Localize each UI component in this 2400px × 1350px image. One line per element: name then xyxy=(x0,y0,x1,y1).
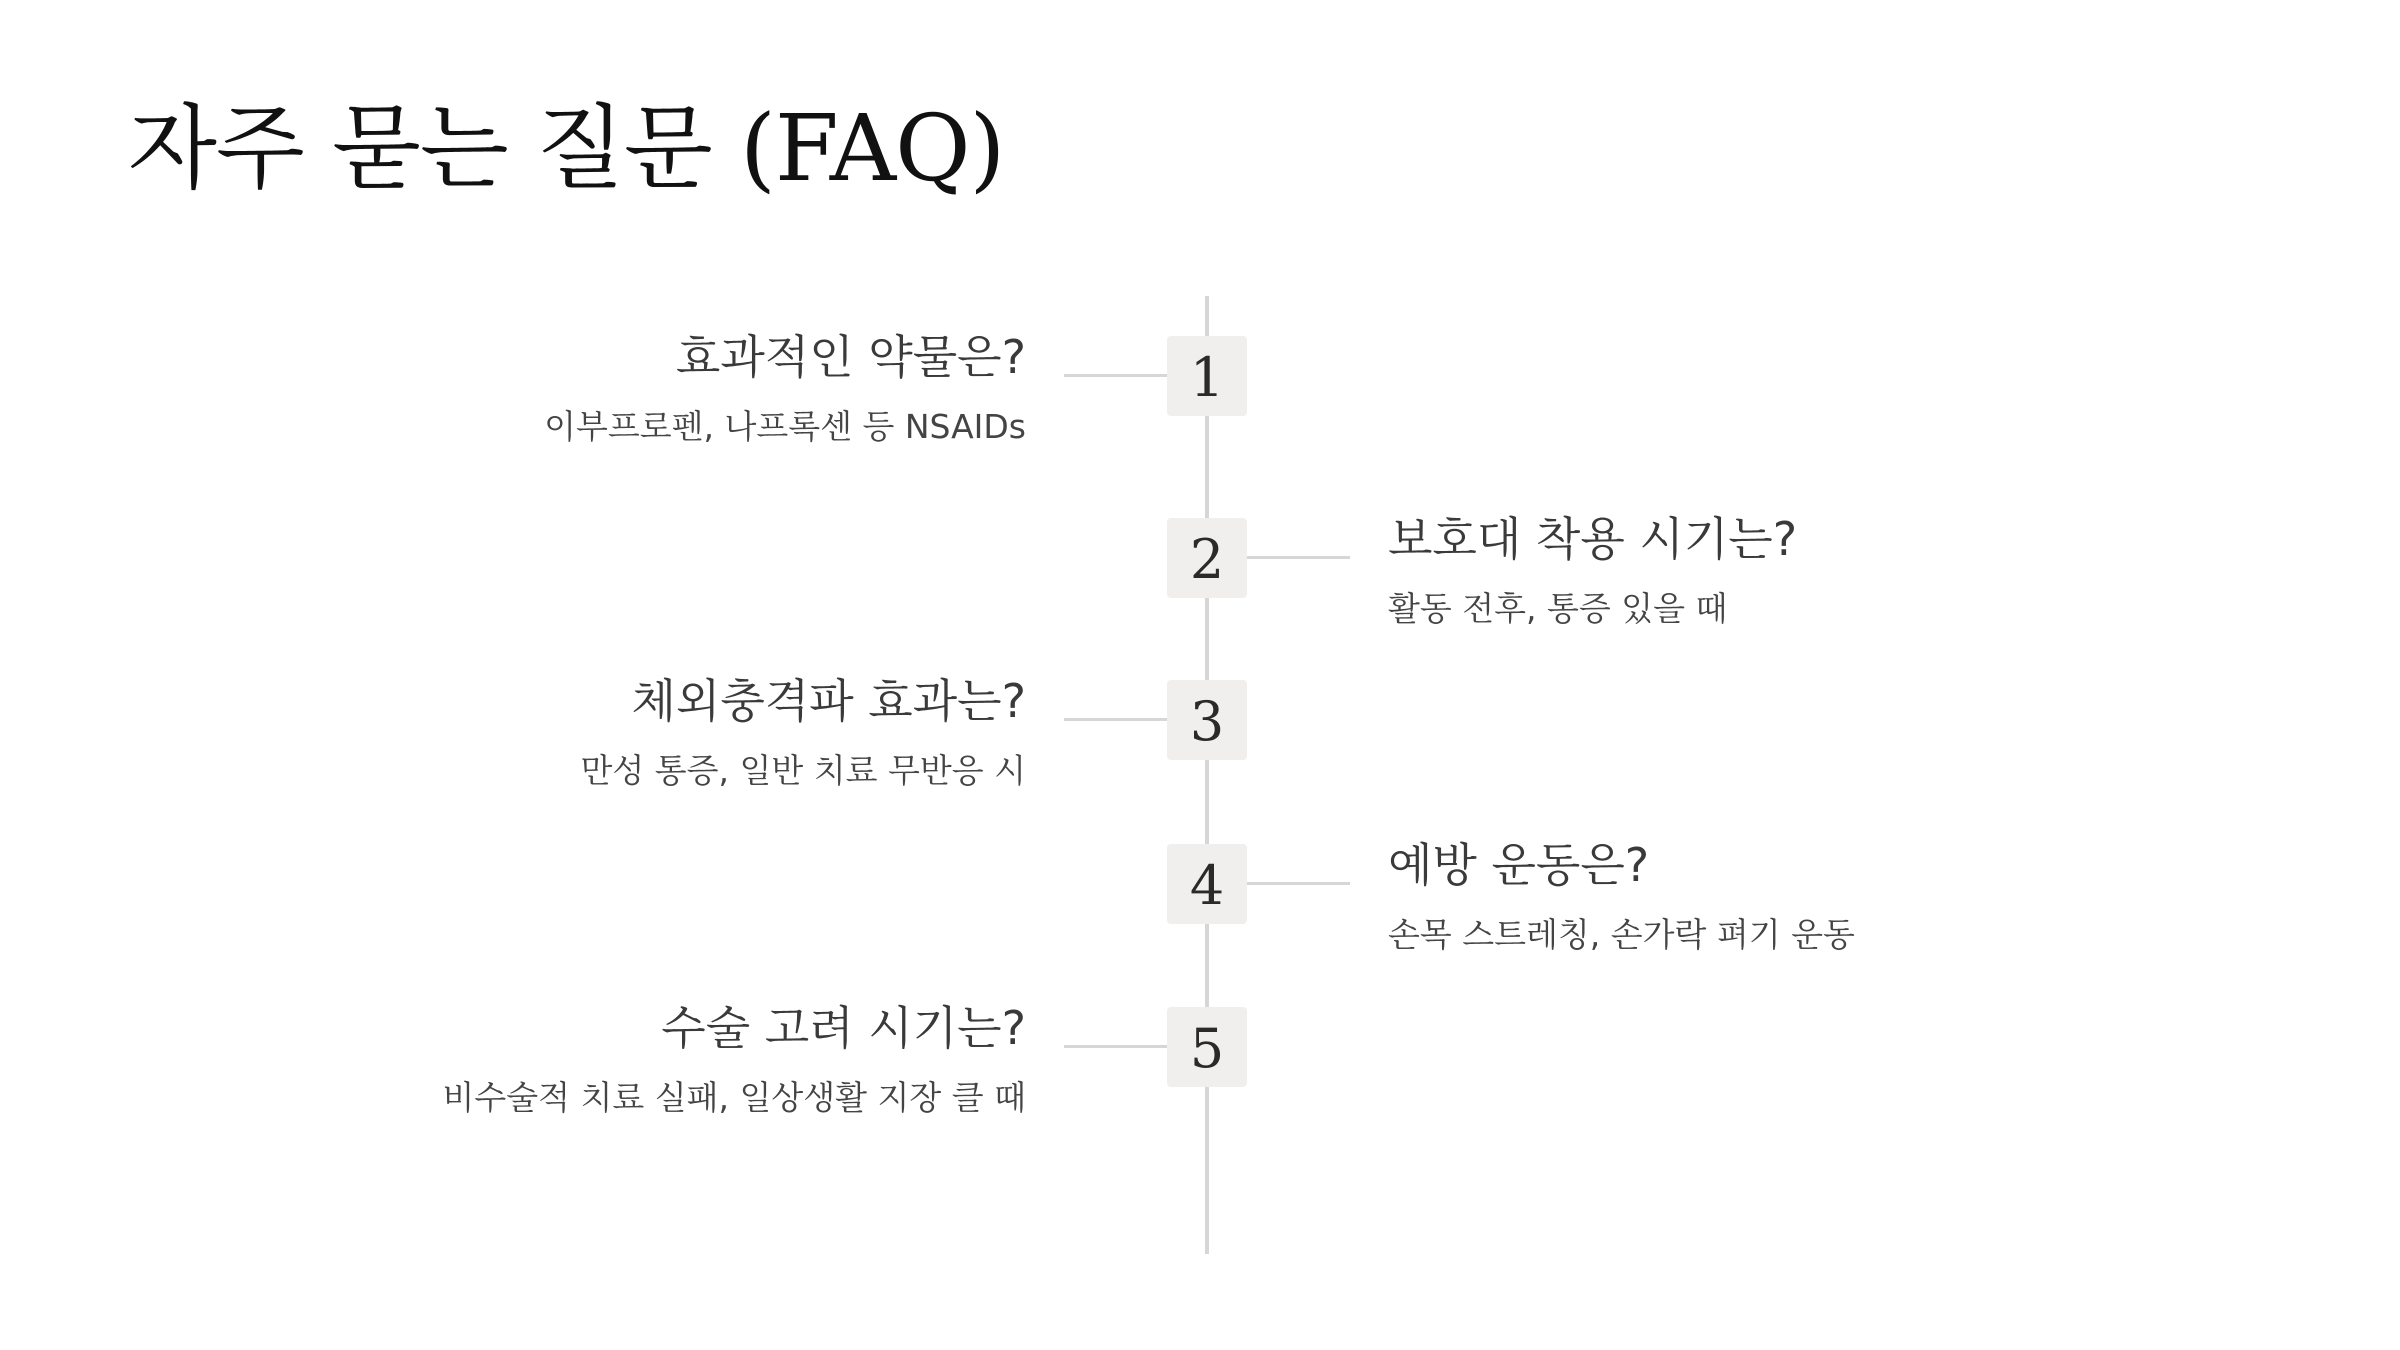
faq-question-1: 효과적인 약물은? xyxy=(675,330,1026,384)
page-title: 자주 묻는 질문 (FAQ) xyxy=(128,95,1005,202)
faq-answer-1: 이부프로펜, 나프록센 등 NSAIDs xyxy=(544,407,1026,447)
faq-question-4: 예방 운동은? xyxy=(1388,838,1650,892)
faq-item-3 xyxy=(126,674,1026,791)
step-box-2 xyxy=(1167,518,1247,598)
step-number-3: 3 xyxy=(1189,690,1225,753)
faq-answer-3: 만성 통증, 일반 치료 무반응 시 xyxy=(580,751,1026,791)
step-box-4 xyxy=(1167,844,1247,924)
step-number-5: 5 xyxy=(1189,1017,1225,1080)
faq-question-2: 보호대 착용 시기는? xyxy=(1388,512,1798,566)
step-number-2: 2 xyxy=(1189,528,1225,591)
faq-question-5: 수술 고려 시기는? xyxy=(661,1001,1026,1055)
faq-item-5 xyxy=(126,1001,1026,1118)
faq-item-1 xyxy=(126,330,1026,447)
faq-answer-5: 비수술적 치료 실패, 일상생활 지장 클 때 xyxy=(442,1078,1026,1118)
faq-item-4 xyxy=(1388,838,2288,955)
faq-answer-2: 활동 전후, 통증 있을 때 xyxy=(1388,589,1728,629)
connector-2 xyxy=(1246,556,1350,559)
timeline-line xyxy=(1205,296,1209,1254)
step-number-4: 4 xyxy=(1189,854,1225,917)
faq-item-2 xyxy=(1388,512,2288,629)
step-number-1: 1 xyxy=(1189,346,1225,409)
faq-answer-4: 손목 스트레칭, 손가락 펴기 운동 xyxy=(1388,915,1855,955)
step-box-1 xyxy=(1167,336,1247,416)
connector-3 xyxy=(1064,718,1168,721)
connector-4 xyxy=(1246,882,1350,885)
step-box-5 xyxy=(1167,1007,1247,1087)
step-box-3 xyxy=(1167,680,1247,760)
connector-1 xyxy=(1064,374,1168,377)
connector-5 xyxy=(1064,1045,1168,1048)
faq-question-3: 체외충격파 효과는? xyxy=(631,674,1026,728)
